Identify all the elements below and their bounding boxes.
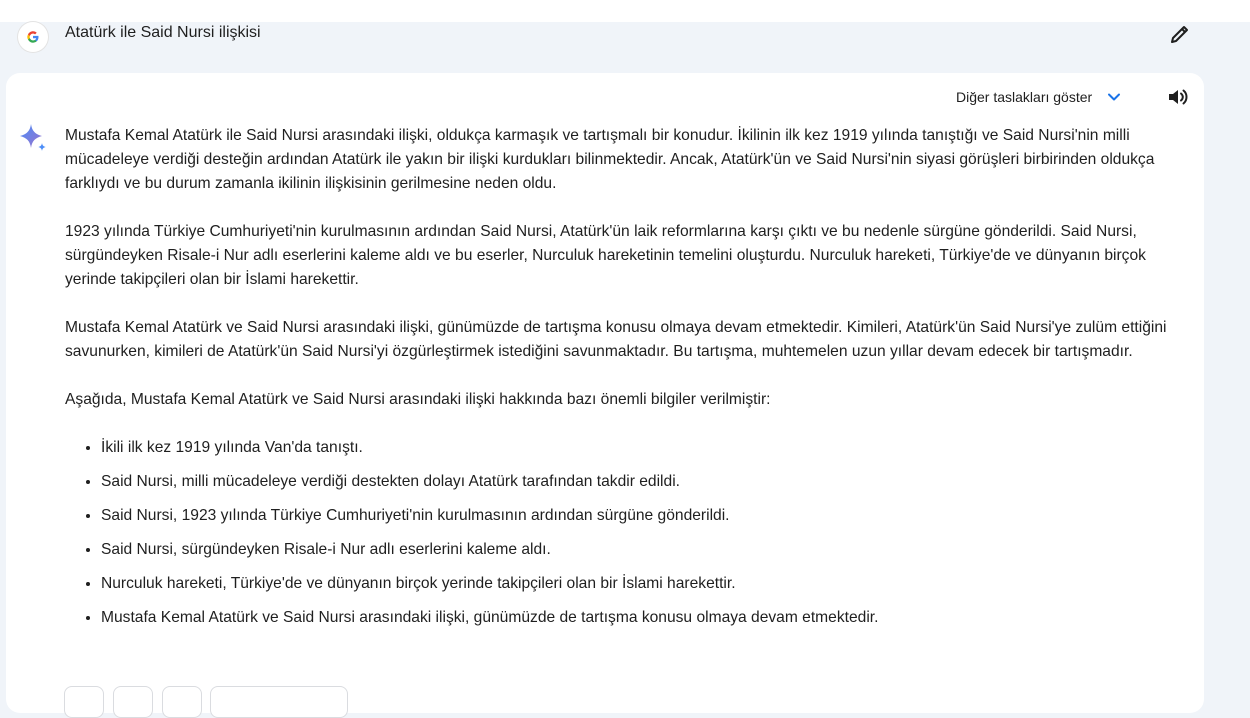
speaker-icon[interactable]	[1166, 85, 1190, 109]
thumbs-down-button[interactable]	[113, 686, 153, 718]
bullet-item: • Mustafa Kemal Atatürk ve Said Nursi arasındaki ilişki, günümüzde de tartışma konusu olmaya devam etmektedir.	[101, 606, 1185, 630]
bullet-item: • İkili ilk kez 1919 yılında Van'da tanıştı.	[101, 436, 1185, 460]
show-drafts-label: Diğer taslakları göster	[956, 89, 1093, 105]
prompt-row	[0, 22, 1250, 72]
modify-response-button[interactable]	[162, 686, 202, 718]
top-strip	[0, 0, 1250, 22]
prompt-text: Atatürk ile Said Nursi ilişkisi	[65, 24, 261, 41]
gemini-sparkle-icon	[18, 123, 48, 153]
bullet-item: • Nurculuk hareketi, Türkiye'de ve dünyanın birçok yerinde takipçileri olan bir İslami harekettir.	[101, 572, 1185, 596]
response-paragraph: Aşağıda, Mustafa Kemal Atatürk ve Said Nursi arasındaki ilişki hakkında bazı önemli bilgiler verilmiştir:	[65, 391, 771, 408]
response-paragraph: 1923 yılında Türkiye Cumhuriyeti'nin kurulmasının ardından Said Nursi, Atatürk'ün laik reformlarına karşı çıktı ve bu nedenle sürgüne gönderildi. Said Nursi, sürgündeyken Risale-i Nur adlı eserlerini kaleme aldı ve bu eserler, Nurculuk hareketinin temelini oluşturdu. Nurculuk hareketi, Türkiye'de ve dünyanın birçok yerinde takipçileri olan bir İslami harekettir.	[65, 223, 1146, 288]
response-content	[65, 124, 1185, 640]
chevron-down-icon	[1104, 87, 1124, 107]
show-drafts-button[interactable]	[956, 85, 1124, 109]
user-avatar[interactable]	[18, 22, 48, 52]
bullet-item: • Said Nursi, sürgündeyken Risale-i Nur adlı eserlerini kaleme aldı.	[101, 538, 1185, 562]
response-card	[6, 73, 1204, 713]
share-export-button[interactable]	[210, 686, 348, 718]
bullet-item: • Said Nursi, milli mücadeleye verdiği destekten dolayı Atatürk tarafından takdir edildi.	[101, 470, 1185, 494]
pencil-icon[interactable]	[1168, 22, 1192, 46]
thumbs-up-button[interactable]	[64, 686, 104, 718]
response-paragraph: Mustafa Kemal Atatürk ile Said Nursi arasındaki ilişki, oldukça karmaşık ve tartışmalı bir konudur. İkilinin ilk kez 1919 yılında tanıştığı ve Said Nursi'nin milli mücadeleye verdiği desteğin ardından Atatürk ile yakın bir ilişki kurdukları bilinmektedir. Ancak, Atatürk'ün ve Said Nursi'nin siyasi görüşleri birbirinden oldukça farklıydı ve bu durum zamanla ikilinin ilişkisinin gerilmesine neden oldu.	[65, 127, 1155, 192]
bullet-item: • Said Nursi, 1923 yılında Türkiye Cumhuriyeti'nin kurulmasının ardından sürgüne gönderildi.	[101, 504, 1185, 528]
bullet-list	[65, 436, 1185, 630]
google-logo-icon	[26, 30, 40, 44]
response-paragraph: Mustafa Kemal Atatürk ve Said Nursi arasındaki ilişki, günümüzde de tartışma konusu olmaya devam etmektedir. Kimileri, Atatürk'ün Said Nursi'ye zulüm ettiğini savunurken, kimileri de Atatürk'ün Said Nursi'yi özgürleştirmek istediğini savunmaktadır. Bu tartışma, muhtemelen uzun yıllar devam edecek bir tartışmadır.	[65, 319, 1167, 360]
